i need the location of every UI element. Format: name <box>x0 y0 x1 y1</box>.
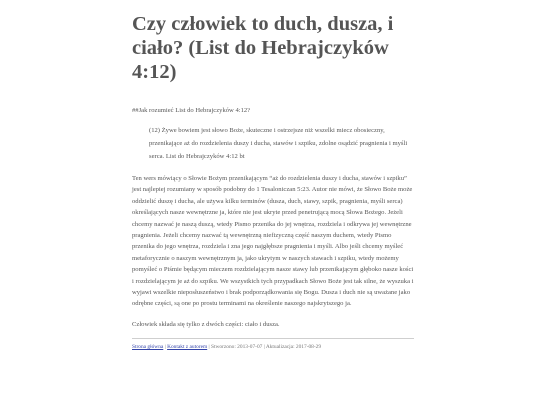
updated-date: Aktualizacja: 2017-08-29 <box>265 343 322 350</box>
footer-divider <box>132 338 414 339</box>
footer <box>132 343 414 352</box>
summary-statement: Człowiek składa się tylko z dwóch części: ciało i dusza. <box>132 320 280 328</box>
created-date: Stworzono: 2013-07-07 <box>210 343 263 350</box>
contact-author-link[interactable]: Kontakt z autorem <box>167 343 208 350</box>
bible-quote: (12) Żywe bowiem jest słowo Boże, skuteczne i ostrzejsze niż wszelki miecz obosieczny, przenikające aż do rozdzielenia duszy i ducha, stawów i szpiku, zdolne osądzić pragnienia i myśli serca. List do Hebrajczyków 4:12 bt <box>149 127 408 160</box>
question-heading: ##Jak rozumieć List do Hebrajczyków 4:12? <box>132 107 251 114</box>
article <box>132 12 414 352</box>
footer-separator: | <box>207 343 211 350</box>
home-link[interactable]: Strona główna <box>132 343 164 350</box>
page-title: Czy człowiek to duch, dusza, i ciało? (List do Hebrajczyków 4:12) <box>132 13 394 83</box>
footer-separator: | <box>262 343 266 350</box>
article-body: Ten wers mówiący o Słowie Bożym przenikającym “aż do rozdzielenia duszy i ducha, stawów i szpiku” jest najlepiej rozumiany w sposób podobny do 1 Tesaloniczan 5:23. Autor nie mówi, że Słowo Boże może oddzielić duszę i ducha, ale używa kilku terminów (dusza, duch, stawy, szpik, pragnienia, myśli serca) określających nasze wewnętrzne ja, które nie jest ukryte przed penetrującą mocą Słowa Bożego. Jeżeli chcemy nazwać je naszą duszą, wtedy Pismo przenika do jej wnętrza, rozdziela i odkrywa jej wewnętrzne pragnienia. Jeżeli chcemy nazwać tą wewnętrzną niefizyczną część naszym duchem, wtedy Pismo przenika do jego wnętrza, rozdziela i zna jego najgłębsze pragnienia i myśli. Albo jeśli chcemy myśleć metaforycznie o naszym wewnętrznym ja, jako ukrytym w naszych stawach i szpiku, wtedy możemy pomyśleć o Piśmie będącym mieczem rozdzielającym nasze stawy lub przenikającym głęboko nasze kości i rozdzielającym je aż do szpiku. We wszystkich tych przypadkach Słowo Boże jest tak silne, że wyszuka i wyjawi wszelkie nieposłuszeństwo i brak podporządkowania się Bogu. Dusza i duch nie są uważane jako odrębne części, są one po prostu terminami na określenie naszego najskrytszego ja. <box>132 175 414 308</box>
footer-separator: | <box>163 343 168 350</box>
